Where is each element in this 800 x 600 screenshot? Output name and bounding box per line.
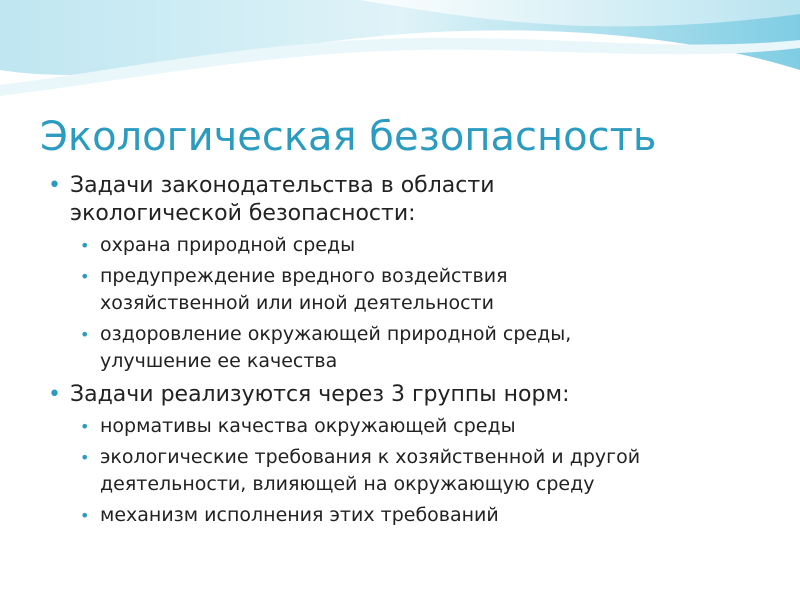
sub-bullet-item: • экологические требования к хозяйственной и другой деятельности, влияющей на окружающую среду [80, 446, 641, 495]
bullet-dot-icon: • [48, 382, 61, 407]
sub-bullet-dot-icon: • [80, 506, 90, 525]
sub-bullet-item: • охрана природной среды [48, 232, 778, 259]
sub-bullet-item: • предупреждение вредного воздействия хозяйственной или иной деятельности [80, 265, 508, 314]
bullet-text: • Задачи реализуются через 3 группы норм: [48, 382, 570, 407]
bullet-item [48, 172, 778, 375]
sub-bullet-item: • механизм исполнения этих требований [48, 502, 778, 529]
slide-title: Экологическая безопасность [40, 114, 657, 160]
sub-bullet-list [48, 232, 778, 375]
sub-bullet-dot-icon: • [80, 236, 90, 255]
bullet-dot-icon: • [48, 173, 61, 198]
header-wave-decoration [0, 0, 800, 110]
sub-bullet-item: • оздоровление окружающей природной среды, улучшение ее качества [80, 323, 572, 372]
sub-bullet-dot-icon: • [80, 325, 90, 344]
bullet-item [48, 381, 778, 529]
bullet-list [48, 172, 778, 533]
sub-bullet-item: • нормативы качества окружающей среды [48, 413, 778, 440]
sub-bullet-list [48, 413, 778, 529]
sub-bullet-dot-icon: • [80, 448, 90, 467]
sub-bullet-dot-icon: • [80, 417, 90, 436]
bullet-text: • Задачи законодательства в области экологической безопасности: [48, 173, 495, 226]
sub-bullet-dot-icon: • [80, 267, 90, 286]
